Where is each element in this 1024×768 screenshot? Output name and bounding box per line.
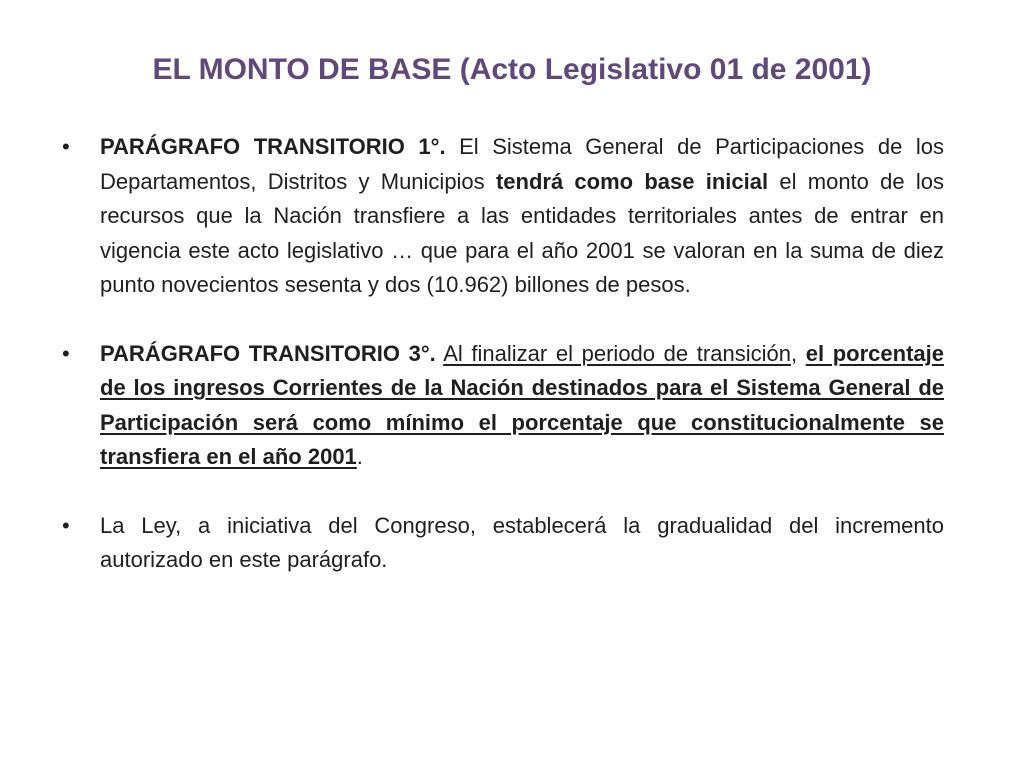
bullet-item-paragrafo-3 xyxy=(60,337,944,475)
bullet-item-ley xyxy=(60,509,944,578)
bullet-item-paragrafo-1 xyxy=(60,130,944,303)
bullet-dot-icon: • xyxy=(62,134,70,159)
paragraph-emphasis: tendrá como base inicial xyxy=(495,168,769,194)
bullet-list xyxy=(60,130,944,612)
paragraph-text: El Sistema General de Participaciones de los Departamentos, Distritos y Municipios xyxy=(100,134,944,194)
paragraph-text: La Ley, a iniciativa del Congreso, establecerá la gradualidad del incremento autorizado en este parágrafo. xyxy=(100,512,944,572)
paragraph-underlined: Al finalizar el periodo de transición xyxy=(443,340,791,366)
paragraph-comma: , xyxy=(790,340,806,366)
paragraph-bold-underlined: el porcentaje de los ingresos Corrientes de la Nación destinados para el Sistema General de Participación será como mínimo el porcentaje que constitucionalmente se transfiera en el año 2001 xyxy=(100,340,944,469)
paragraph-text: el monto de los recursos que la Nación transfiere a las entidades territoriales antes de entrar en vigencia este acto legislativo … que para el año 2001 se valoran en la suma de diez punto novecientos sesenta y dos (10.962) billones de pesos. xyxy=(100,168,945,297)
paragraph-label: PARÁGRAFO TRANSITORIO 3°. xyxy=(100,340,436,366)
paragraph-label: PARÁGRAFO TRANSITORIO 1°. xyxy=(100,134,446,159)
bullet-dot-icon: • xyxy=(62,340,70,366)
slide-title: EL MONTO DE BASE (Acto Legislativo 01 de 2001) xyxy=(152,53,872,86)
paragraph-period: . xyxy=(356,444,363,469)
bullet-dot-icon: • xyxy=(62,512,70,538)
